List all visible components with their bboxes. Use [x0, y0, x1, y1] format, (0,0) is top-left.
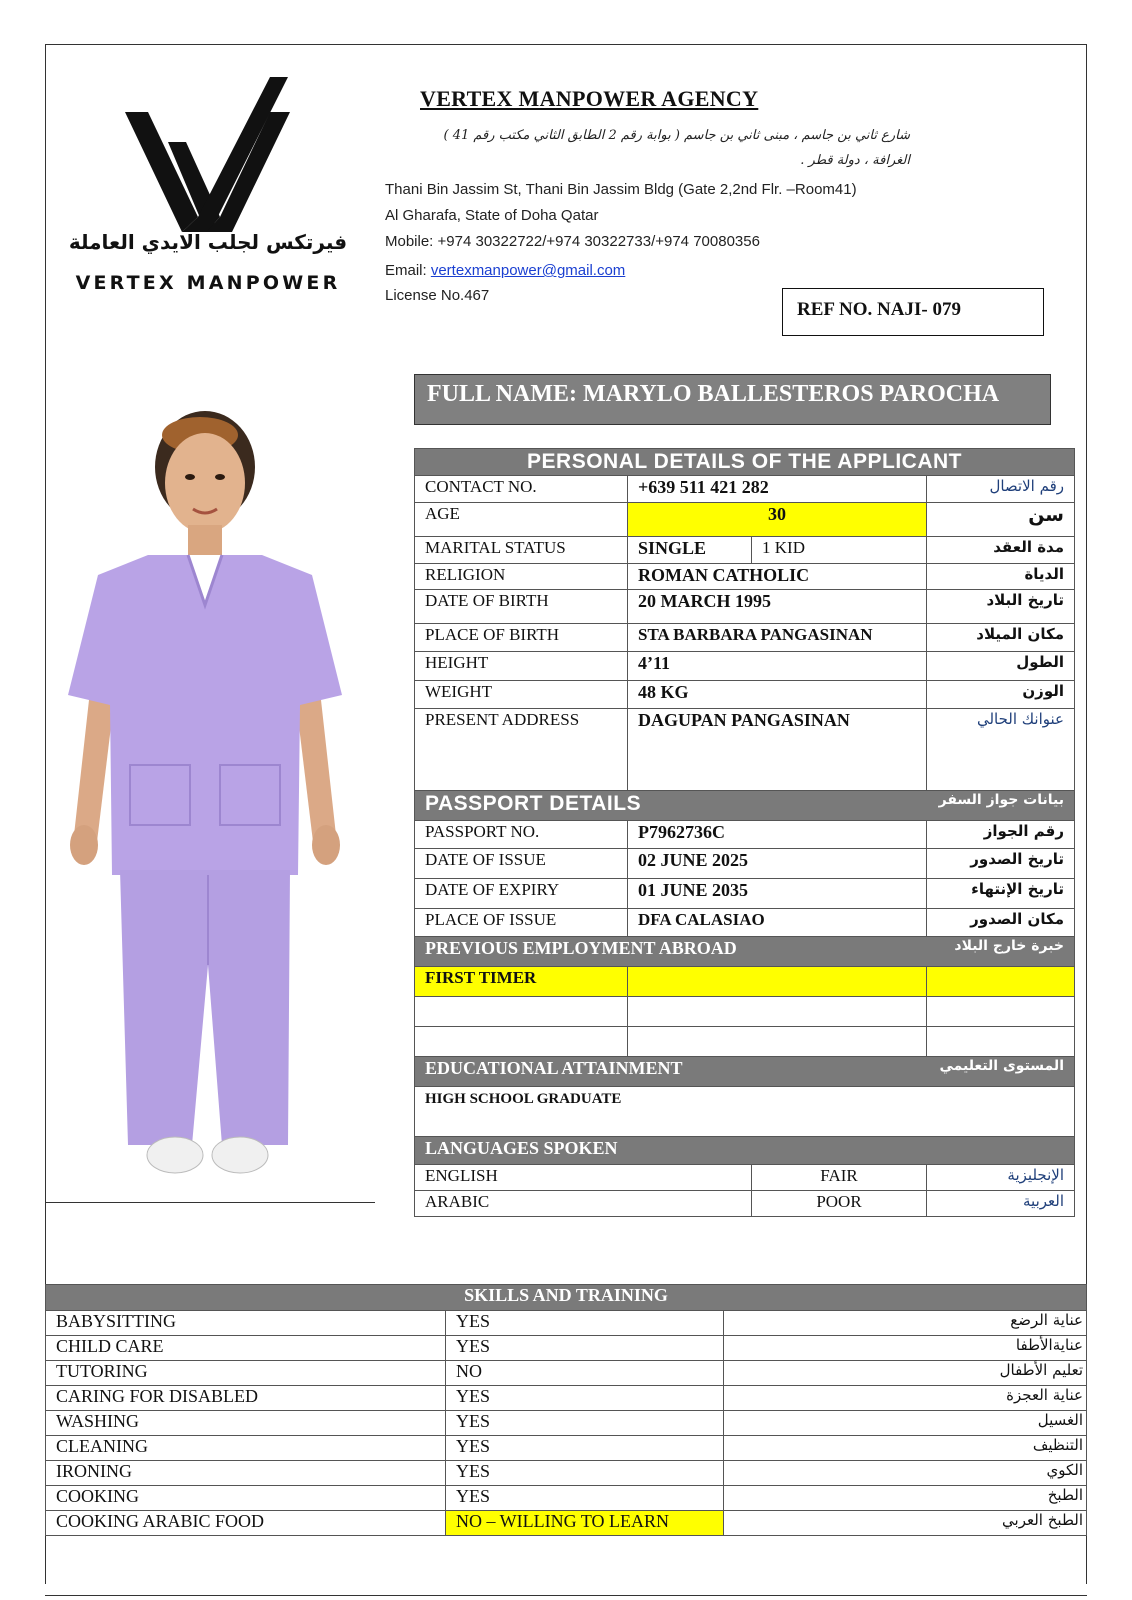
personal-details-header: PERSONAL DETAILS OF THE APPLICANT: [415, 449, 1075, 476]
pob-label-ar: مكان الميلاد: [927, 624, 1075, 652]
passport-no-label-ar: رقم الجواز: [927, 821, 1075, 849]
skill-value: YES: [446, 1336, 724, 1361]
employment-cell: [927, 967, 1075, 997]
employment-first-timer: FIRST TIMER: [415, 967, 628, 997]
skills-section: [45, 1284, 1087, 1536]
ref-number-box: REF NO. NAJI- 079: [782, 288, 1044, 336]
photo-bottom-rule: [45, 1202, 375, 1203]
skill-row: [46, 1311, 1087, 1336]
address-line-2: Al Gharafa, State of Doha Qatar: [385, 207, 599, 224]
age-label: AGE: [415, 503, 628, 537]
skill-row: [46, 1386, 1087, 1411]
skill-value: YES: [446, 1386, 724, 1411]
skill-row: [46, 1486, 1087, 1511]
dob-value: 20 MARCH 1995: [628, 590, 927, 624]
skill-row: [46, 1511, 1087, 1536]
vertex-logo-icon: [120, 72, 300, 232]
skill-row: [46, 1411, 1087, 1436]
skill-name: COOKING ARABIC FOOD: [46, 1511, 446, 1536]
issue-date-value: 02 JUNE 2025: [628, 849, 927, 879]
skill-value: YES: [446, 1411, 724, 1436]
address-label-ar: عنوانك الحالي: [927, 709, 1075, 791]
table-row: [415, 590, 1075, 624]
age-label-ar: سن: [927, 503, 1075, 537]
pob-value: STA BARBARA PANGASINAN: [628, 624, 927, 652]
skill-name-ar: عناية العجزة: [724, 1386, 1087, 1411]
pob-label: PLACE OF BIRTH: [415, 624, 628, 652]
kids-value: 1 KID: [752, 537, 927, 564]
address-value: DAGUPAN PANGASINAN: [628, 709, 927, 791]
education-header: EDUCATIONAL ATTAINMENT: [415, 1057, 927, 1087]
weight-label-ar: الوزن: [927, 681, 1075, 709]
religion-label-ar: الدياة: [927, 564, 1075, 590]
height-label: HEIGHT: [415, 652, 628, 681]
skill-name: BABYSITTING: [46, 1311, 446, 1336]
language-name: ARABIC: [415, 1191, 752, 1217]
skill-name-ar: عناية الرضع: [724, 1311, 1087, 1336]
skill-name-ar: الطبخ العربي: [724, 1511, 1087, 1536]
employment-header: PREVIOUS EMPLOYMENT ABROAD: [415, 937, 927, 967]
issue-date-label: DATE OF ISSUE: [415, 849, 628, 879]
email-line: [385, 262, 625, 279]
weight-value: 48 KG: [628, 681, 927, 709]
religion-label: RELIGION: [415, 564, 628, 590]
contact-value: +639 511 421 282: [628, 476, 927, 503]
skill-name: CHILD CARE: [46, 1336, 446, 1361]
applicant-details-table: [414, 448, 1075, 1217]
education-header-ar: المستوى التعليمي: [927, 1057, 1075, 1087]
email-label: Email:: [385, 262, 431, 279]
skill-name-ar: التنظيف: [724, 1436, 1087, 1461]
skill-value: YES: [446, 1311, 724, 1336]
skill-value: NO: [446, 1361, 724, 1386]
arabic-address-line-2: الغرافة ، دولة قطر .: [800, 153, 910, 168]
contact-label-ar: رقم الاتصال: [927, 476, 1075, 503]
passport-header: PASSPORT DETAILS: [415, 791, 927, 821]
license-line: License No.467: [385, 287, 490, 304]
skill-name-ar: تعليم الأطفال: [724, 1361, 1087, 1386]
table-row: [415, 476, 1075, 503]
dob-label: DATE OF BIRTH: [415, 590, 628, 624]
table-row: [415, 909, 1075, 937]
skills-header: SKILLS AND TRAINING: [46, 1285, 1087, 1311]
education-value: HIGH SCHOOL GRADUATE: [415, 1087, 1075, 1137]
skill-row: [46, 1461, 1087, 1486]
skill-value: YES: [446, 1436, 724, 1461]
place-issue-label-ar: مكان الصدور: [927, 909, 1075, 937]
expiry-date-value: 01 JUNE 2035: [628, 879, 927, 909]
place-issue-label: PLACE OF ISSUE: [415, 909, 628, 937]
table-row: [415, 652, 1075, 681]
dob-label-ar: تاريخ البلاد: [927, 590, 1075, 624]
bottom-rule: [45, 1595, 1087, 1596]
table-row: [415, 879, 1075, 909]
issue-date-label-ar: تاريخ الصدور: [927, 849, 1075, 879]
marital-value: SINGLE: [628, 537, 752, 564]
arabic-address-line-1: شارع ثاني بن جاسم ، مبنى ثاني بن جاسم ( بوابة رقم 2 الطابق الثاني مكتب رقم 41 ): [443, 128, 910, 143]
skill-name-ar: الكوي: [724, 1461, 1087, 1486]
table-row: [415, 681, 1075, 709]
skill-row: [46, 1336, 1087, 1361]
employment-cell: [628, 1027, 927, 1057]
table-row: [415, 997, 1075, 1027]
employment-cell: [927, 997, 1075, 1027]
table-row: [415, 709, 1075, 791]
age-value: 30: [628, 503, 927, 537]
language-name-ar: العربية: [927, 1191, 1075, 1217]
address-line-1: Thani Bin Jassim St, Thani Bin Jassim Bldg (Gate 2,2nd Flr. –Room41): [385, 181, 857, 198]
contact-label: CONTACT NO.: [415, 476, 628, 503]
full-name-banner: FULL NAME: MARYLO BALLESTEROS PAROCHA: [414, 374, 1051, 425]
skill-name: WASHING: [46, 1411, 446, 1436]
table-row: [415, 537, 1075, 564]
weight-label: WEIGHT: [415, 681, 628, 709]
skill-name: COOKING: [46, 1486, 446, 1511]
expiry-date-label: DATE OF EXPIRY: [415, 879, 628, 909]
passport-no-label: PASSPORT NO.: [415, 821, 628, 849]
skill-name: CLEANING: [46, 1436, 446, 1461]
skill-name-ar: الطبخ: [724, 1486, 1087, 1511]
employment-cell: [628, 997, 927, 1027]
skill-value: YES: [446, 1461, 724, 1486]
table-row: [415, 849, 1075, 879]
employment-cell: [415, 997, 628, 1027]
religion-value: ROMAN CATHOLIC: [628, 564, 927, 590]
skill-row: [46, 1436, 1087, 1461]
applicant-photo: [50, 405, 360, 1203]
marital-label: MARITAL STATUS: [415, 537, 628, 564]
table-row: [415, 967, 1075, 997]
skill-name: TUTORING: [46, 1361, 446, 1386]
skill-value: YES: [446, 1486, 724, 1511]
table-row: [415, 1027, 1075, 1057]
employment-cell: [927, 1027, 1075, 1057]
place-issue-value: DFA CALASIAO: [628, 909, 927, 937]
skill-name: IRONING: [46, 1461, 446, 1486]
employment-cell: [415, 1027, 628, 1057]
height-label-ar: الطول: [927, 652, 1075, 681]
skill-value: NO – WILLING TO LEARN: [446, 1511, 724, 1536]
logo-english-text: VERTEX MANPOWER: [75, 272, 341, 294]
employment-header-ar: خبرة خارج البلاد: [927, 937, 1075, 967]
skill-name-ar: الغسيل: [724, 1411, 1087, 1436]
table-row: [415, 1191, 1075, 1217]
skill-row: [46, 1361, 1087, 1386]
mobile-line: Mobile: +974 30322722/+974 30322733/+974 70080356: [385, 233, 760, 250]
table-row: [415, 821, 1075, 849]
expiry-date-label-ar: تاريخ الإنتهاء: [927, 879, 1075, 909]
skill-name-ar: عنايةالأطفا: [724, 1336, 1087, 1361]
table-row: [415, 1165, 1075, 1191]
language-name: ENGLISH: [415, 1165, 752, 1191]
language-name-ar: الإنجليزية: [927, 1165, 1075, 1191]
table-row: [415, 1087, 1075, 1137]
logo-arabic-text: فيرتكس لجلب الايدي العاملة: [68, 230, 348, 254]
languages-header: LANGUAGES SPOKEN: [415, 1137, 1075, 1165]
language-level: FAIR: [752, 1165, 927, 1191]
passport-header-ar: بيانات جواز السفر: [927, 791, 1075, 821]
address-label: PRESENT ADDRESS: [415, 709, 628, 791]
table-row: [415, 624, 1075, 652]
language-level: POOR: [752, 1191, 927, 1217]
agency-name: VERTEX MANPOWER AGENCY: [420, 86, 759, 111]
email-link[interactable]: vertexmanpower@gmail.com: [430, 262, 626, 279]
skills-table: [45, 1284, 1087, 1536]
passport-no-value: P7962736C: [628, 821, 927, 849]
table-row: [415, 503, 1075, 537]
skill-name: CARING FOR DISABLED: [46, 1386, 446, 1411]
employment-cell: [628, 967, 927, 997]
table-row: [415, 564, 1075, 590]
height-value: 4’11: [628, 652, 927, 681]
marital-label-ar: مدة العقد: [927, 537, 1075, 564]
